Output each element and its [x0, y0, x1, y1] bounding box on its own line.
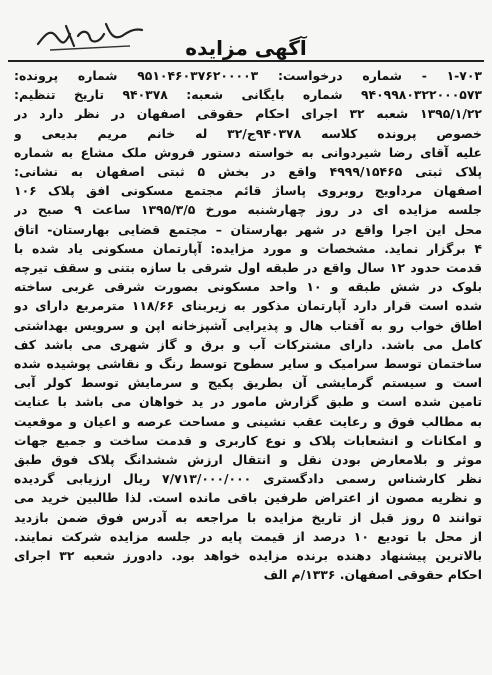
notice-line: ۱۳۹۵/۱/۲۲ شعبه ۳۲ اجرای احکام حقوقی اصفهان در نظر دارد در — [14, 106, 482, 122]
notice-line: اصفهان مرداویج روبروی پاساژ قائم مجتمع مسکونی افق پلاک ۱۰۶ — [14, 183, 482, 199]
notice-line: بلوک در شش طبقه و ۱۰ واحد مسکونی بصورت شرقی غربی ساخته — [14, 279, 482, 295]
notice-line: اطاق خواب رو به آفتاب هال و پذیرایی آشپزخانه اپن و سرویس بهداشتی — [14, 317, 482, 333]
notice-line: شده است قرار دارد آپارتمان مذکور به زیربنای ۱۱۸/۶۶ مترمربع دارای دو — [14, 298, 482, 314]
notice-line: از محل با تودیع ۱۰ درصد از قیمت پایه در جلسه مزایده شرکت نمایند. — [14, 528, 482, 544]
notice-line: و نظریه مصون از اعتراض طرفین باقی مانده است. لذا طالبین خرید می — [14, 490, 482, 506]
notice-line: پلاک ثبتی ۴۹۹۹/۱۵۴۶۵ واقع در بخش ۵ ثبتی اصفهان به نشانی: — [14, 164, 482, 180]
notice-line: به مطالب فوق و رعایت عقب نشینی و مساحت عرصه و اعیان و موقعیت — [14, 413, 482, 429]
notice-line: ۹۴۰۹۹۸۰۳۲۲۰۰۰۵۷۳ شماره بایگانی شعبه: ۹۴۰۳۷۸ تاریخ تنظیم: — [14, 87, 482, 103]
notice-line: توانند ۵ روز قبل از تاریخ مزایده با مراجعه به آدرس فوق ضمن بازدید — [14, 509, 482, 525]
notice-line: ساختمان توسط سرامیک و سایر سطوح توسط رنگ و نقاشی پوشیده شده — [14, 356, 482, 372]
notice-line: ۱-۷۰۳ - شماره درخواست: ۹۵۱۰۴۶۰۳۷۶۲۰۰۰۰۳ شماره پرونده: — [14, 68, 482, 83]
notice-title: آگهی مزایده — [185, 36, 307, 60]
notice-line: احکام حقوقی اصفهان. ۱۳۳۶/م الف — [263, 567, 482, 583]
notice-line: و امکانات و انشعابات پلاک و نوع کاربری و قدمت ساخت و جمیع جهات — [14, 432, 482, 448]
notice-line: نظر کارشناس رسمی دادگستری ۷/۷۱۳/۰۰۰/۰۰۰ ریال ارزیابی گردیده — [14, 471, 482, 487]
notice-line: جلسه مزایده ای در روز چهارشنبه مورخ ۱۳۹۵/۳/۵ ساعت ۹ صبح در — [14, 202, 482, 218]
notice-body — [14, 66, 482, 584]
notice-line: علیه آقای رضا شیردوانی به خواسته دستور فروش ملک مشاع به شماره — [14, 144, 482, 160]
notice-line: بالاترین پیشنهاد دهنده برنده مزایده خواهد بود. دادورز شعبه ۳۲ اجرای — [14, 548, 482, 564]
notice-line: است و سیستم گرمایشی آن بطریق پکیج و سرمایش توسط کولر آبی — [14, 375, 482, 391]
notice-line: قدمت حدود ۱۲ سال واقع در طبقه اول شرقی با سازه بتنی و سقف تیرچه — [14, 260, 482, 276]
notice-line: کامل می باشد. دارای مشترکات آب و برق و گاز شهری می باشد کف — [14, 336, 482, 352]
notice-line: موثر و بلامعارض بودن نقل و انتقال ارزش ششدانگ پلاک فوق طبق — [14, 452, 482, 468]
title-divider — [8, 60, 484, 62]
notice-line: ۴ برگزار نماید. مشخصات و مورد مزایده: آپارتمان مسکونی یاد شده با — [14, 240, 482, 256]
notice-line: خصوص پرونده کلاسه ۹۴۰۳۷۸ج/۳۲ له خانم مریم بدیعی و — [14, 125, 482, 141]
notice-line: تامین شده است و طبق گزارش مامور در ید خواهان می باشد با عنایت — [14, 394, 482, 410]
notice-line: محل این اجرا واقع در شهر بهارستان – مجتمع قضایی بهارستان- اتاق — [14, 221, 482, 237]
